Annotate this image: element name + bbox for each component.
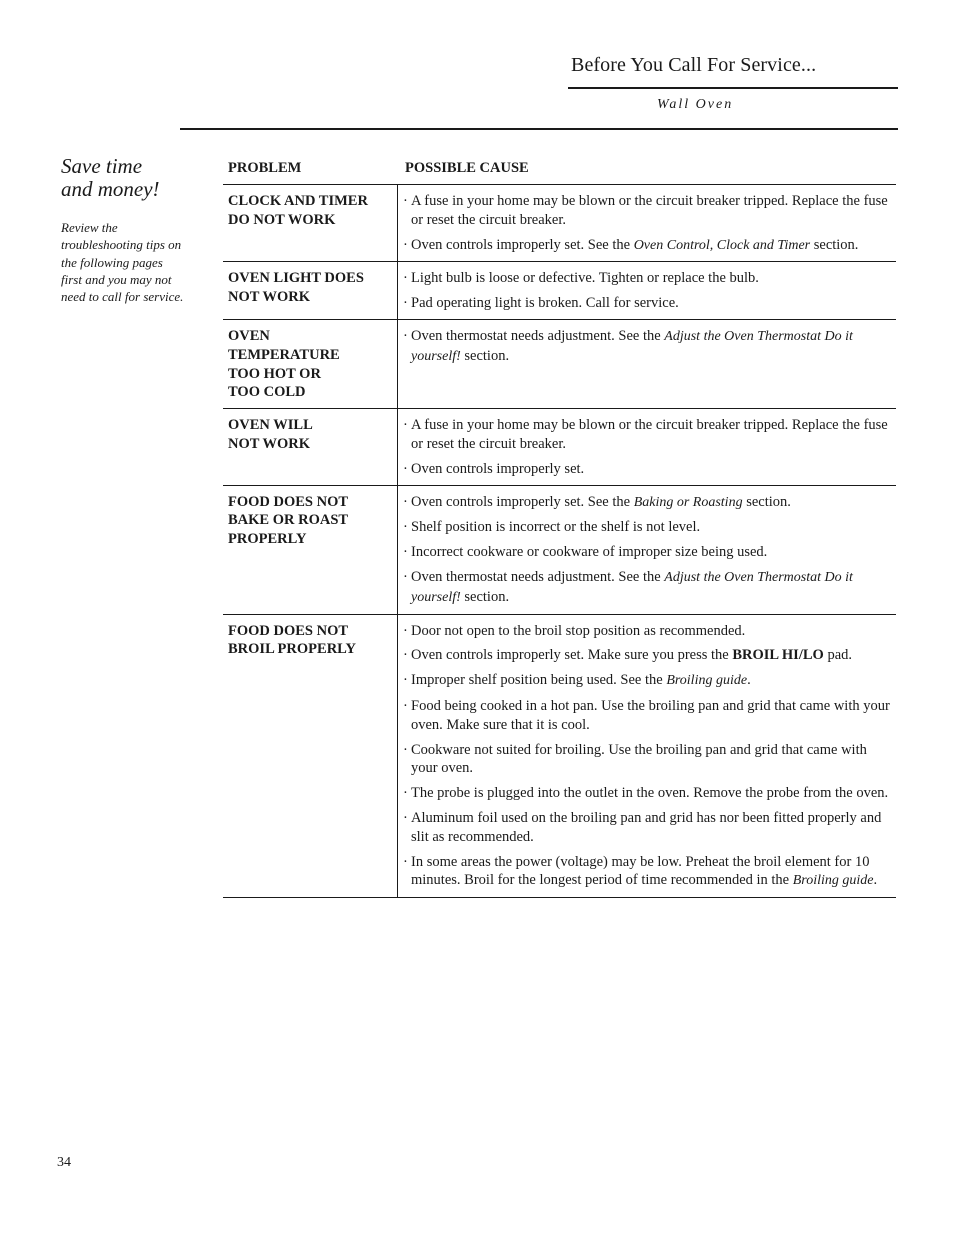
problem-cell: OVEN WILL NOT WORK — [223, 409, 398, 484]
cause-text: BROIL HI/LO — [732, 647, 824, 664]
problem-cell: OVEN LIGHT DOES NOT WORK — [223, 262, 398, 319]
cause-item — [403, 853, 892, 892]
cause-text: Incorrect cookware or cookware of improper size being used. — [411, 544, 768, 561]
sidebar-title-line1: Save time — [61, 154, 143, 178]
cause-text: A fuse in your home may be blown or the circuit breaker tripped. Replace the fuse or reset the circuit breaker. — [411, 193, 888, 228]
cause-text: pad. — [823, 647, 852, 664]
cause-item — [403, 294, 892, 313]
cause-text: Door not open to the broil stop position as recommended. — [411, 622, 746, 639]
bullet-icon: · — [403, 519, 408, 536]
cause-cell — [398, 320, 896, 408]
cause-text: Cookware not suited for broiling. Use the broiling pan and grid that came with your oven. — [411, 741, 867, 777]
cause-item — [403, 327, 892, 367]
bullet-icon: · — [403, 622, 408, 639]
table-header — [223, 158, 896, 185]
bullet-icon: · — [403, 270, 408, 287]
troubleshooting-table — [223, 158, 896, 898]
problem-cell: OVEN TEMPERATURE TOO HOT OR TOO COLD — [223, 320, 398, 408]
bullet-icon: · — [403, 853, 408, 870]
cause-item — [403, 671, 892, 691]
cause-text: Oven Control, Clock and Timer — [633, 237, 811, 253]
bullet-icon: · — [403, 327, 408, 344]
table-row — [223, 185, 896, 262]
cause-cell — [398, 409, 896, 484]
cause-cell — [398, 262, 896, 319]
cause-text: section. — [810, 236, 859, 253]
bullet-icon: · — [403, 741, 408, 758]
cause-text: . — [873, 872, 878, 889]
cause-item — [403, 741, 892, 779]
cause-text: Aluminum foil used on the broiling pan and grid has nor been fitted properly and slit as recommended. — [411, 809, 882, 845]
cause-text: Food being cooked in a hot pan. Use the broiling pan and grid that came with your oven. Make sure that it is cool. — [411, 697, 890, 733]
bullet-icon: · — [403, 785, 408, 802]
bullet-icon: · — [403, 460, 408, 477]
bullet-icon: · — [403, 672, 408, 689]
cause-text: Oven controls improperly set. See the — [411, 236, 634, 253]
cause-item — [403, 518, 892, 537]
cause-item — [403, 543, 892, 562]
cause-cell — [398, 615, 896, 898]
cause-text: Oven thermostat needs adjustment. See the — [411, 327, 665, 344]
page-number: 34 — [57, 1155, 71, 1170]
sidebar-note: Review the troubleshooting tips on the following pages first and you may not need to call for service. — [61, 220, 184, 305]
cause-item — [403, 416, 892, 454]
cause-item — [403, 192, 892, 230]
cause-cell — [398, 185, 896, 261]
cause-item — [403, 622, 892, 641]
cause-text: Oven thermostat needs adjustment. See the — [411, 568, 665, 585]
cause-item — [403, 269, 892, 288]
bullet-icon: · — [403, 417, 408, 434]
cause-text: Light bulb is loose or defective. Tighten or replace the bulb. — [411, 270, 759, 287]
cause-text: Baking or Roasting — [633, 494, 743, 510]
cause-text: Oven controls improperly set. See the — [411, 493, 634, 510]
header-divider — [180, 128, 898, 130]
cause-item — [403, 568, 892, 608]
cause-text: In some areas the power (voltage) may be low. Preheat the broil element for 10 minutes. Broil for the longest period of time recommended in the — [411, 853, 870, 889]
problem-cell: FOOD DOES NOT BROIL PROPERLY — [223, 615, 398, 898]
cause-text: Pad operating light is broken. Call for service. — [411, 295, 679, 312]
cause-item — [403, 697, 892, 735]
bullet-icon: · — [403, 544, 408, 561]
cause-item — [403, 809, 892, 847]
bullet-icon: · — [403, 647, 408, 664]
cause-text: A fuse in your home may be blown or the circuit breaker tripped. Replace the fuse or reset the circuit breaker. — [411, 417, 888, 452]
cause-text: Oven controls improperly set. — [411, 460, 585, 477]
problem-cell: CLOCK AND TIMER DO NOT WORK — [223, 185, 398, 261]
bullet-icon: · — [403, 809, 408, 826]
cause-text: section. — [460, 588, 510, 605]
cause-text: Shelf position is incorrect or the shelf is not level. — [411, 519, 701, 536]
sidebar-title-line2: and money! — [61, 177, 160, 201]
table-row — [223, 320, 896, 409]
cause-text: section. — [742, 493, 791, 510]
cause-item — [403, 646, 892, 665]
bullet-icon: · — [403, 493, 408, 510]
cause-text: . — [747, 672, 751, 689]
cause-text: Broiling guide — [666, 673, 748, 689]
table-row — [223, 262, 896, 320]
column-header-problem: PROBLEM — [228, 160, 302, 176]
cause-item — [403, 460, 892, 479]
column-header-cause: POSSIBLE CAUSE — [405, 160, 529, 176]
cause-item — [403, 236, 892, 256]
cause-text: Adjust the Oven Thermostat Do it yourself! — [411, 328, 853, 364]
cause-text: The probe is plugged into the outlet in the oven. Remove the probe from the oven. — [411, 785, 889, 802]
table-body — [223, 185, 896, 898]
bullet-icon: · — [403, 236, 408, 253]
bullet-icon: · — [403, 568, 408, 585]
page-title: Before You Call For Service... — [571, 54, 817, 76]
cause-text: Oven controls improperly set. Make sure you press the — [411, 647, 733, 664]
cause-text: section. — [460, 347, 510, 364]
table-row — [223, 409, 896, 485]
bullet-icon: · — [403, 193, 408, 209]
cause-text: Broiling guide — [792, 873, 874, 889]
page-subtitle: Wall Oven — [657, 97, 734, 112]
cause-text: Adjust the Oven Thermostat Do it yourself! — [411, 569, 853, 605]
cause-cell — [398, 486, 896, 614]
sidebar-title — [61, 155, 211, 201]
cause-item — [403, 784, 892, 803]
cause-item — [403, 493, 892, 513]
table-row — [223, 486, 896, 615]
bullet-icon: · — [403, 697, 408, 714]
cause-text: Improper shelf position being used. See the — [411, 672, 667, 689]
title-rule — [568, 87, 898, 89]
problem-cell: FOOD DOES NOT BAKE OR ROAST PROPERLY — [223, 486, 398, 614]
bullet-icon: · — [403, 295, 408, 312]
table-row — [223, 615, 896, 899]
